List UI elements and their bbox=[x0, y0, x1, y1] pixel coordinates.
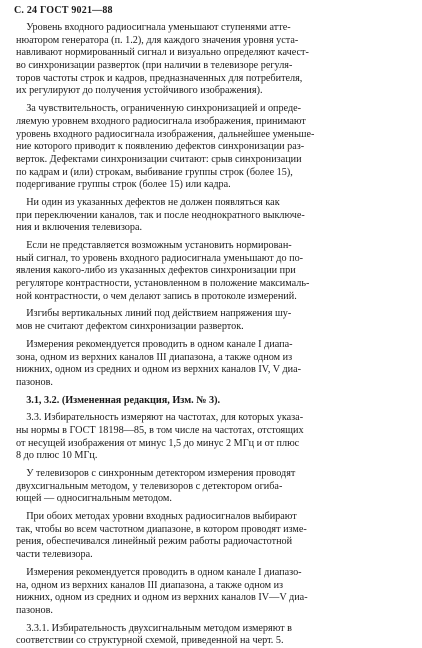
text-line: При обоих методах уровни входных радиосигналов выбирают bbox=[16, 511, 297, 523]
text-line: навливают нормированный сигнал и визуально определяют качест- bbox=[16, 47, 309, 59]
text-line: мов не считают дефектом синхронизации разверток. bbox=[16, 321, 244, 333]
body-text bbox=[16, 22, 414, 648]
text-line: Если не представляется возможным установить нормирован- bbox=[16, 240, 292, 251]
text-line: торов частоты строк и кадров, предназначенных для потребителя, bbox=[16, 72, 303, 84]
text-line: их регулируют до получения устойчивого изображения). bbox=[16, 85, 263, 97]
text-line: Ни один из указанных дефектов не должен появляться как bbox=[16, 196, 280, 208]
text-line: подергивание группы строк (более 15) или кадра. bbox=[16, 179, 231, 191]
text-line: двухсигнальным методом, у телевизоров с детектором огиба- bbox=[16, 480, 283, 492]
text-line: соответствии со структурной схемой, приведенной на черт. 5. bbox=[16, 635, 284, 647]
text-line: ны нормы в ГОСТ 18198—85, в том числе на частотах, отстоящих bbox=[16, 424, 304, 436]
text-line: ния и включения телевизора. bbox=[16, 222, 143, 234]
text-line: 3.3.1. Избирательность двухсигнальным методом измеряют в bbox=[16, 622, 292, 634]
text-line: на, одном из верхних каналов III диапазона, а также одном из bbox=[16, 579, 284, 591]
text-line: 3.3. Избирательность измеряют на частотах, для которых указа- bbox=[16, 412, 304, 424]
page-header bbox=[14, 5, 113, 16]
text-line: ние которого приводит к появлению дефектов синхронизации раз- bbox=[16, 141, 305, 153]
text-line: регуляторе контрастности, установленном в положение максималь- bbox=[16, 278, 310, 290]
text-line: Измерения рекомендуется проводить в одном канале I диапа- bbox=[16, 338, 293, 350]
text-line: уровень входного радиосигнала изображения, дальнейшее уменьше- bbox=[16, 128, 315, 140]
text-line: У телевизоров с синхронным детектором измерения проводят bbox=[16, 468, 296, 479]
text-line: За чувствительность, ограниченную синхронизацией и опреде- bbox=[16, 103, 302, 115]
text-line: нижних, одном из средних и одном из верхних каналов IV—V диа- bbox=[16, 592, 308, 604]
standard-id: ГОСТ 9021—88 bbox=[39, 5, 113, 16]
text-line: рения, обеспечивался линейный режим работы радиочастотной bbox=[16, 536, 293, 548]
text-line: так, чтобы во всем частотном диапазоне, в котором проводят изме- bbox=[16, 523, 307, 535]
text-line: по кадрам и (или) строкам, выбивание группы строк (более 15), bbox=[16, 166, 293, 178]
text-line: Уровень входного радиосигнала уменьшают ступенями атте- bbox=[16, 22, 291, 33]
text-line: 3.1, 3.2. (Измененная редакция, Изм. № 3). bbox=[16, 394, 221, 406]
text-line: пазонов. bbox=[16, 604, 53, 616]
text-line: зона, одном из верхних каналов III диапазона, а также одном из bbox=[16, 351, 293, 363]
text-line: пазонов. bbox=[16, 376, 53, 388]
text-line: явления какого-либо из указанных дефектов синхронизации при bbox=[16, 265, 296, 277]
text-line: ющей — односигнальным методом. bbox=[16, 493, 172, 505]
text-line: во синхронизации разверток (при наличии в телевизоре регуля- bbox=[16, 60, 293, 72]
text-line: Изгибы вертикальных линий под действием напряжения шу- bbox=[16, 308, 292, 320]
text-line: ный сигнал, то уровень входного радиосигнала уменьшают до по- bbox=[16, 252, 304, 264]
text-line: Измерения рекомендуется проводить в одном канале I диапазо- bbox=[16, 566, 302, 578]
text-line: нюатором генератора (п. 1.2), для каждого значения уровня уста- bbox=[16, 34, 299, 46]
text-line: 8 до плюс 10 МГц. bbox=[16, 450, 98, 462]
text-line: ляемую уровнем входного радиосигнала изображения, принимают bbox=[16, 115, 306, 127]
page-number: С. 24 bbox=[14, 5, 38, 16]
text-line: нижних, одном из средних и одном из верхних каналов IV, V диа- bbox=[16, 364, 301, 376]
text-line: ной контрастности, о чем делают запись в протоколе измерений. bbox=[16, 290, 297, 302]
text-line: от несущей изображения от минус 1,5 до минус 2 МГц и от плюс bbox=[16, 437, 300, 449]
text-line: верток. Дефектами синхронизации считают: срыв синхронизации bbox=[16, 153, 302, 165]
text-line: части телевизора. bbox=[16, 549, 93, 561]
text-line: при переключении каналов, так и после неоднократного выключе- bbox=[16, 209, 305, 221]
